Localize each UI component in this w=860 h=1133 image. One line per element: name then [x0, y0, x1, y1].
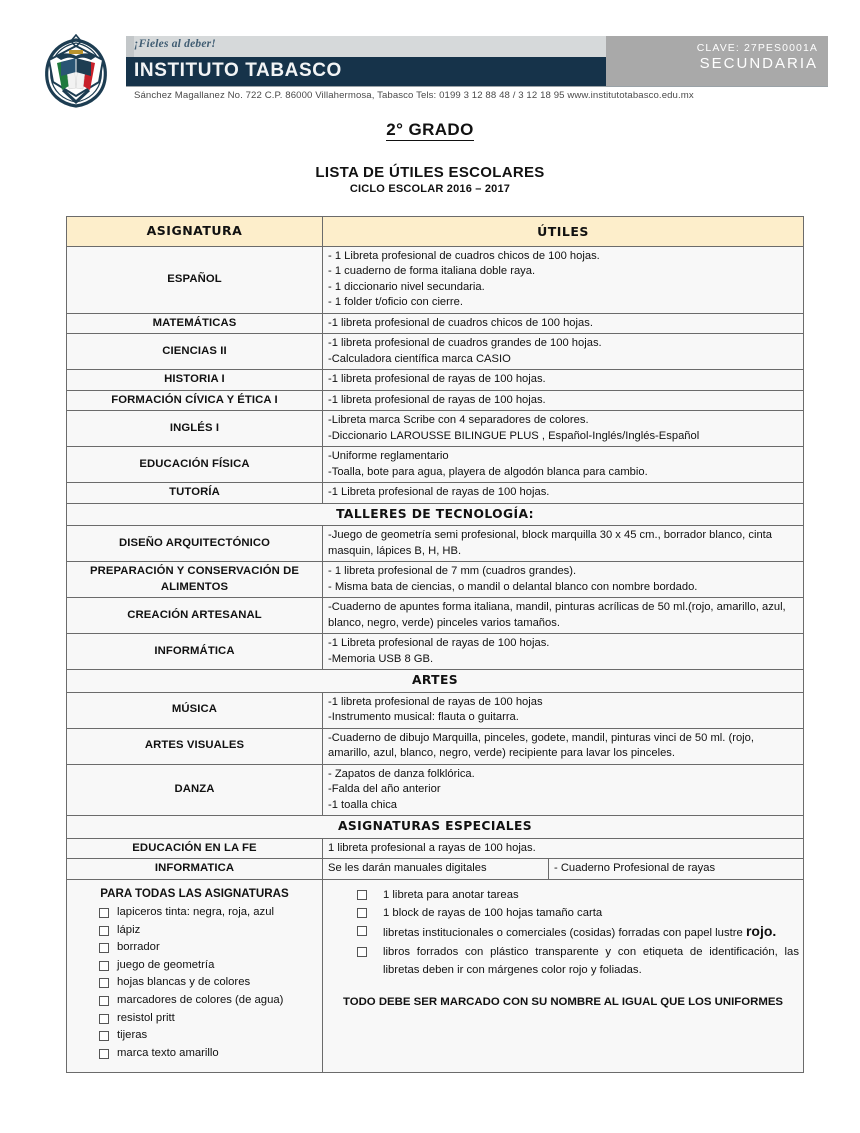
- column-header-utiles: ÚTILES: [323, 217, 804, 247]
- table-row: [67, 838, 804, 859]
- section-band-especiales: [67, 816, 804, 839]
- list-item[interactable]: [327, 943, 799, 980]
- list-item-label: lapiceros tinta: negra, roja, azul: [117, 906, 274, 918]
- checkbox-icon[interactable]: [99, 996, 109, 1006]
- subject-items: [323, 526, 804, 562]
- table-row: [67, 447, 804, 483]
- bottom-panels-row: [67, 879, 804, 1072]
- split-cell: [323, 859, 803, 879]
- subject-name: CREACIÓN ARTESANAL: [67, 598, 323, 634]
- general-supplies-checklist: [71, 904, 318, 1062]
- item-line: 1 libreta profesional a rayas de 100 hojas.: [328, 841, 536, 854]
- section-band-artes: [67, 670, 804, 693]
- subject-name: DANZA: [67, 764, 323, 816]
- list-item[interactable]: [71, 1010, 318, 1028]
- emphasis-rojo: rojo.: [745, 923, 777, 940]
- list-item-label: resistol pritt: [117, 1011, 175, 1024]
- checkbox-icon[interactable]: [99, 926, 109, 936]
- list-item-label: juego de geometría: [117, 958, 215, 971]
- item-line: -Cuaderno de apuntes forma italiana, mandil, pinturas acrílicas de 50 ml.(rojo, amarillo, azul, blanco, negro, verde) pinceles varios tamaños.: [328, 601, 786, 629]
- table-header-row: [67, 217, 804, 247]
- item-line: -1 Libreta profesional de rayas de 100 hojas.: [328, 637, 550, 649]
- section-band-label: ASIGNATURAS ESPECIALES: [67, 816, 804, 839]
- list-item-label: lápiz: [117, 923, 141, 936]
- list-item[interactable]: [71, 922, 318, 940]
- list-item[interactable]: [327, 922, 799, 942]
- item-line: -Diccionario LAROUSSE BILINGUE PLUS , Español-Inglés/Inglés-Español: [328, 429, 700, 442]
- institute-crest-logo: [33, 34, 119, 108]
- subject-items: [323, 483, 804, 504]
- subject-items: [323, 390, 804, 411]
- footnote-text: TODO DEBE SER MARCADO CON SU NOMBRE AL IGUAL QUE LOS UNIFORMES: [342, 995, 784, 1008]
- subject-name: MATEMÁTICAS: [67, 313, 323, 334]
- subject-name: HISTORIA I: [67, 370, 323, 391]
- list-item-label: libretas institucionales o comerciales (cosidas) forradas con papel lustre: [383, 927, 746, 940]
- item-line: -Falda del año anterior: [328, 783, 441, 795]
- clave-text: CLAVE: 27PES0001A: [696, 42, 818, 54]
- subject-name: ESPAÑOL: [67, 246, 323, 313]
- list-item-label: 1 libreta para anotar tareas: [383, 888, 519, 901]
- item-line: -Uniforme reglamentario: [328, 450, 449, 462]
- list-item-label: borrador: [117, 941, 160, 954]
- list-item[interactable]: [327, 886, 799, 904]
- list-item[interactable]: [71, 939, 318, 957]
- address-line: [126, 86, 828, 107]
- panel-para-todas: [67, 879, 323, 1072]
- checkbox-icon[interactable]: [99, 1049, 109, 1059]
- subject-name: TUTORÍA: [67, 483, 323, 504]
- subject-items: [323, 764, 804, 816]
- checkbox-icon[interactable]: [357, 926, 367, 936]
- subject-name: PREPARACIÓN Y CONSERVACIÓN DE ALIMENTOS: [67, 562, 323, 598]
- item-line: -1 libreta profesional de rayas de 100 hojas: [328, 695, 543, 708]
- table-row: [67, 526, 804, 562]
- checkbox-icon[interactable]: [99, 1014, 109, 1024]
- list-item-label: marca texto amarillo: [117, 1046, 219, 1059]
- checkbox-icon[interactable]: [99, 908, 109, 918]
- subject-items: [323, 447, 804, 483]
- item-line: -1 libreta profesional de rayas de 100 hojas.: [328, 373, 546, 385]
- subject-items: [323, 634, 804, 670]
- table-row: [67, 692, 804, 728]
- item-line: -1 libreta profesional de cuadros chicos de 100 hojas.: [328, 316, 593, 329]
- item-line: -Libreta marca Scribe con 4 separadores de colores.: [328, 414, 589, 426]
- notes-checklist: [327, 886, 799, 980]
- table-row: [67, 562, 804, 598]
- page-title-grado: [0, 120, 860, 140]
- subject-name: MÚSICA: [67, 692, 323, 728]
- table-row: [67, 313, 804, 334]
- institution-name: INSTITUTO TABASCO: [134, 60, 342, 81]
- list-item[interactable]: [71, 974, 318, 992]
- item-line: - Zapatos de danza folklórica.: [328, 767, 475, 780]
- item-line: - 1 Libreta profesional de cuadros chicos de 100 hojas.: [328, 249, 600, 262]
- item-line: -1 libreta profesional de cuadros grandes de 100 hojas.: [328, 337, 602, 349]
- table-row: [67, 370, 804, 391]
- letterhead-text-block: [126, 36, 828, 106]
- subject-name: ARTES VISUALES: [67, 728, 323, 764]
- table-row-informatica: [67, 859, 804, 880]
- subject-items: [323, 838, 804, 859]
- subject-items: [323, 370, 804, 391]
- panel-notas-generales: [323, 879, 804, 1072]
- list-item[interactable]: [71, 1045, 318, 1063]
- list-item[interactable]: [71, 992, 318, 1010]
- subject-items: [323, 411, 804, 447]
- item-line: - 1 diccionario nivel secundaria.: [328, 280, 485, 293]
- grado-label: 2° GRADO: [386, 120, 474, 139]
- subject-items: [323, 313, 804, 334]
- letterhead: [33, 36, 828, 106]
- subject-name: CIENCIAS II: [67, 334, 323, 370]
- checkbox-icon[interactable]: [99, 1031, 109, 1041]
- item-line: - 1 folder t/oficio con cierre.: [328, 296, 463, 308]
- subject-name: EDUCACIÓN FÍSICA: [67, 447, 323, 483]
- supplies-table: [66, 216, 804, 1073]
- subject-name: FORMACIÓN CÍVICA Y ÉTICA I: [67, 390, 323, 411]
- table-row: [67, 411, 804, 447]
- list-item[interactable]: [71, 1027, 318, 1045]
- item-line: -Memoria USB 8 GB.: [328, 652, 434, 665]
- item-line: -Cuaderno de dibujo Marquilla, pinceles, godete, mandil, pinturas vinci de 50 ml. (rojo, amarillo, azul, blanco, negro, verde) recipiente para lavar los pinceles.: [328, 731, 754, 759]
- split-right-text: - Cuaderno Profesional de rayas: [549, 859, 804, 879]
- subject-items: [323, 562, 804, 598]
- table-row: [67, 598, 804, 634]
- section-band-tecnologia: [67, 503, 804, 526]
- item-line: -Juego de geometría semi profesional, block marquilla 30 x 45 cm., borrador blanco, cinta masquin, lápices B, H, HB.: [328, 529, 772, 557]
- panel-title: PARA TODAS LAS ASIGNATURAS: [100, 886, 289, 900]
- subject-name: INFORMÁTICA: [67, 634, 323, 670]
- table-row: [67, 390, 804, 411]
- list-item-label: tijeras: [117, 1029, 148, 1042]
- checkbox-icon[interactable]: [99, 978, 109, 988]
- subject-items: [323, 598, 804, 634]
- item-line: -1 toalla chica: [328, 798, 398, 811]
- table-row: [67, 483, 804, 504]
- item-line: -1 Libreta profesional de rayas de 100 hojas.: [328, 486, 550, 498]
- tagline-text: ¡Fieles al deber!: [134, 38, 216, 50]
- subject-name: EDUCACIÓN EN LA FE: [67, 838, 323, 859]
- split-left-text: Se les darán manuales digitales: [323, 859, 549, 879]
- item-line: -Toalla, bote para agua, playera de algodón blanca para cambio.: [328, 465, 648, 478]
- list-item-label: 1 block de rayas de 100 hojas tamaño carta: [383, 906, 603, 919]
- list-item[interactable]: [71, 904, 318, 922]
- table-row: [67, 334, 804, 370]
- list-item-label: hojas blancas y de colores: [117, 976, 251, 989]
- table-row: [67, 764, 804, 816]
- subject-items: [323, 692, 804, 728]
- table-row: [67, 634, 804, 670]
- section-band-label: TALLERES DE TECNOLOGÍA:: [67, 503, 804, 526]
- checkbox-icon[interactable]: [99, 943, 109, 953]
- nivel-text: SECUNDARIA: [699, 55, 818, 72]
- item-line: -1 libreta profesional de rayas de 100 hojas.: [328, 393, 546, 406]
- column-header-asignatura: ASIGNATURA: [67, 217, 323, 247]
- subject-name: DISEÑO ARQUITECTÓNICO: [67, 526, 323, 562]
- item-line: -Calculadora científica marca CASIO: [328, 352, 511, 365]
- item-line: - Misma bata de ciencias, o mandil o delantal blanco con nombre bordado.: [328, 580, 698, 593]
- subject-items: [323, 246, 804, 313]
- item-line: - 1 libreta profesional de 7 mm (cuadros grandes).: [328, 565, 577, 577]
- list-item-label: marcadores de colores (de agua): [117, 993, 284, 1006]
- list-item-label: libros forrados con plástico transparente y con etiqueta de identificación, las libretas deben ir con márgenes color rojo y foliadas.: [383, 945, 799, 977]
- subject-items: [323, 334, 804, 370]
- page-title-lista: LISTA DE ÚTILES ESCOLARES: [315, 164, 545, 181]
- checkbox-icon[interactable]: [357, 947, 367, 957]
- subject-name: INFORMATICA: [67, 859, 323, 880]
- page-subtitle-ciclo: CICLO ESCOLAR 2016 – 2017: [349, 183, 511, 195]
- item-line: - 1 cuaderno de forma italiana doble raya.: [328, 265, 536, 277]
- checkbox-icon[interactable]: [99, 961, 109, 971]
- subject-name: INGLÉS I: [67, 411, 323, 447]
- checkbox-icon[interactable]: [357, 890, 367, 900]
- section-band-label: ARTES: [67, 670, 804, 693]
- tagline-bar-stub: [126, 36, 134, 57]
- clave-block: [606, 36, 828, 86]
- list-item[interactable]: [327, 904, 799, 922]
- table-row: [67, 728, 804, 764]
- address-text: Sánchez Magallanez No. 722 C.P. 86000 Villahermosa, Tabasco Tels: 0199 3 12 88 48 / 3 12 18 95 www.institutotabasco.edu.mx: [134, 90, 694, 101]
- list-item[interactable]: [71, 957, 318, 975]
- checkbox-icon[interactable]: [357, 908, 367, 918]
- table-row: [67, 246, 804, 313]
- subject-items-split: [323, 859, 804, 880]
- item-line: -Instrumento musical: flauta o guitarra.: [328, 711, 519, 723]
- subject-items: [323, 728, 804, 764]
